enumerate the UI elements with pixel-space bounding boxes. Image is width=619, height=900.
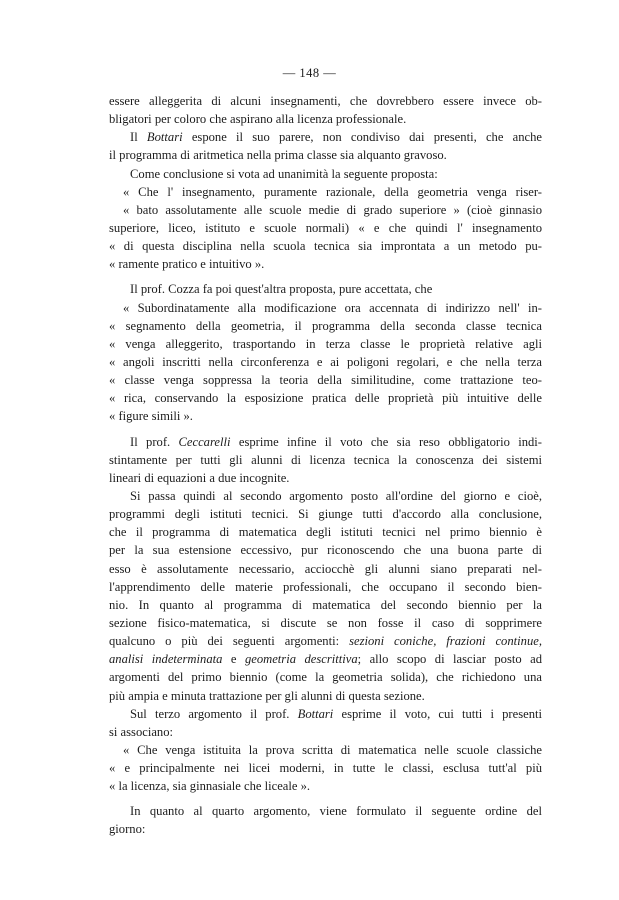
text-line: In quanto al quarto argomento, viene formulato il seguente ordine del	[130, 804, 542, 819]
paragraph-gap	[109, 795, 542, 802]
text-line: « la licenza, sia ginnasiale che liceale ».	[109, 779, 311, 794]
text-line: bligatori per coloro che aspirano alla licenza professionale.	[109, 112, 407, 127]
text-line: « Che l' insegnamento, puramente razionale, della geometria venga riser-	[123, 184, 542, 199]
text-line: argomenti del primo biennio (come la geometria solida), che richiedono una	[109, 670, 542, 685]
text-line: « rica, conservando la esposizione pratica delle proprietà più intuitive delle	[109, 391, 542, 406]
text-line: « venga alleggerito, trasportando in terza classe le proprietà relative agli	[109, 336, 542, 351]
text-line: « bato assolutamente alle scuole medie di grado superiore » (cioè ginnasio	[123, 202, 542, 217]
body-text	[109, 92, 542, 839]
text-line: per la sua estensione eccessivo, pur riconoscendo che una buona parte di	[109, 543, 542, 558]
text-line: giorno:	[109, 822, 146, 837]
text-line: « classe venga soppressa la teoria della similitudine, come trattazione teo-	[109, 373, 542, 388]
text-line: « e principalmente nei licei moderni, in tutte le classi, esclusa tutt'al più	[109, 761, 542, 776]
text-line: esso è assolutamente necessario, acciocchè gli alunni siano preparati nel-	[109, 561, 542, 576]
text-line: più ampia e minuta trattazione per gli alunni di questa sezione.	[109, 688, 425, 703]
text-line: analisi indeterminata e geometria descrittiva; allo scopo di lasciar posto ad	[109, 652, 542, 667]
text-line: Come conclusione si vota ad unanimità la seguente proposta:	[130, 166, 438, 181]
text-line: Sul terzo argomento il prof. Bottari esprime il voto, cui tutti i presenti	[130, 706, 543, 721]
text-line: « di questa disciplina nella scuola tecnica sia improntata a un metodo pu-	[109, 239, 542, 254]
text-line: Si passa quindi al secondo argomento posto all'ordine del giorno e cioè,	[130, 488, 542, 503]
page-number: — 148 —	[282, 66, 337, 80]
text-line: si associano:	[109, 724, 174, 739]
text-line: « angoli inscritti nella circonferenza e ai poligoni regolari, e che nella terza	[109, 354, 542, 369]
paragraph-gap	[109, 426, 542, 433]
text-line: programmi degli istituti tecnici. Si giunge tutti d'accordo alla conclusione,	[109, 507, 542, 522]
text-line: nio. In quanto al programma di matematica del secondo biennio per la	[109, 597, 542, 612]
text-line: Il prof. Ceccarelli esprime infine il voto che sia reso obbligatorio indi-	[130, 434, 542, 449]
text-line: l'apprendimento delle materie professionali, che occupano il secondo bien-	[109, 579, 542, 594]
text-line: « segnamento della geometria, il programma della seconda classe tecnica	[109, 318, 542, 333]
text-line: qualcuno o più dei seguenti argomenti: sezioni coniche, frazioni continue,	[109, 634, 542, 649]
text-line: lineari di equazioni a due incognite.	[109, 470, 290, 485]
text-line: « Che venga istituita la prova scritta di matematica nelle scuole classiche	[123, 742, 542, 757]
text-line: essere alleggerita di alcuni insegnamenti, che dovrebbero essere invece ob-	[109, 94, 542, 108]
text-line: « Subordinatamente alla modificazione ora accennata di indirizzo nell' in-	[123, 300, 542, 315]
text-line: superiore, liceo, istituto e scuole normali) « e che quindi l' insegnamento	[109, 220, 542, 235]
text-line: che il programma di matematica degli istituti tecnici nel primo biennio è	[109, 525, 542, 540]
text-line: stintamente per tutti gli alunni di licenza tecnica la conoscenza dei sistemi	[109, 452, 542, 467]
text-line: Il Bottari espone il suo parere, non condiviso dai presenti, che anche	[130, 130, 543, 145]
text-line: il programma di aritmetica nella prima classe sia alquanto gravoso.	[109, 148, 447, 163]
text-line: « ramente pratico e intuitivo ».	[109, 257, 265, 272]
text-line: « figure simili ».	[109, 409, 193, 424]
text-line: sezione fisico-matematica, si discute se non fosse il caso di sopprimere	[109, 615, 542, 630]
paragraph-gap	[109, 273, 542, 280]
text-line: Il prof. Cozza fa poi quest'altra proposta, pure accettata, che	[130, 282, 433, 297]
